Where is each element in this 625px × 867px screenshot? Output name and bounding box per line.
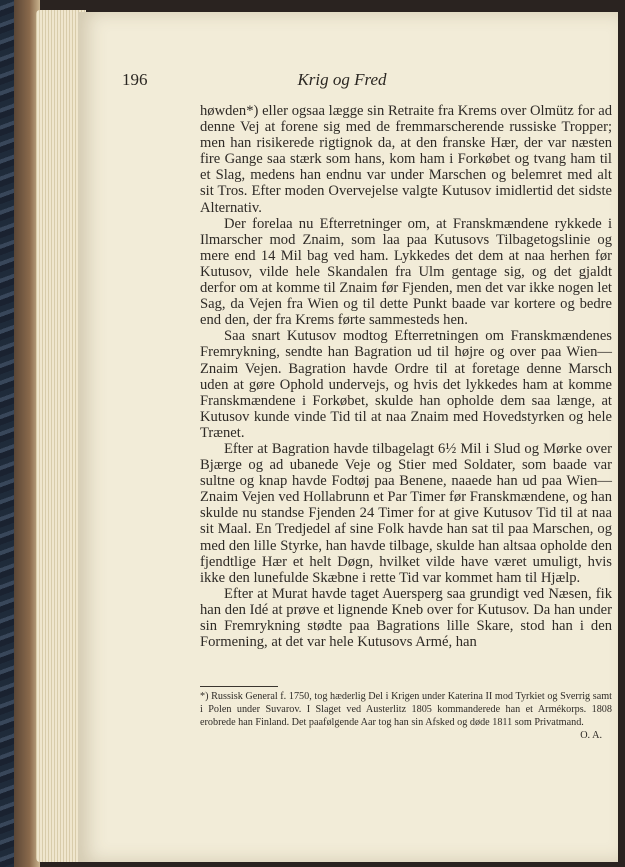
body-text [200, 103, 612, 650]
running-title: Krig og Fred [297, 70, 387, 89]
footnote-divider [200, 686, 278, 687]
footnote-text: *) Russisk General f. 1750, tog hæderlig Del i Krigen under Katerina II mod Tyrkiet og Sverrig samt i Polen under Suvarov. I Slaget ved Austerlitz 1805 kommanderede han et Armékorps. 1808 erobrede han Finland. Det paafølgende Aar tog han sin Afsked og døde 1811 som Privatmand. [200, 691, 612, 728]
paragraph: høwden*) eller ogsaa lægge sin Retraite fra Krems over Olmütz for ad denne Vej at forene sig med de fremmarscherende russiske Tropper; men han risikerede rigtignok da, at den franske Hær, der var næsten fire Gange saa stærk som hans, kom ham i Forkøbet og tvang ham til et Slag, medens han endnu var under Marschen og belemret med alt sit Tros. Efter moden Overvejelse valgte Kutusov imidlertid det sidste Alternativ. [200, 103, 612, 216]
paragraph: Efter at Murat havde taget Auersperg saa grundigt ved Næsen, fik han den Idé at prøve et lignende Kneb over for Kutusov. Da han under sin Fremrykning stødte paa Bagrations lille Skare, stod han i den Formening, at det var hele Kutusovs Armé, han [200, 585, 612, 651]
paragraph: Der forelaa nu Efterretninger om, at Franskmændene rykkede i Ilmarscher mod Znaim, som laa paa Kutusovs Tilbagetogslinie og mere end 14 Mil bag ved ham. Lykkedes det dem at naa herhen før Kutusov, vilde hele Skandalen fra Ulm gentage sig, og det gjaldt derfor om at komme til Znaim før Fjenden, men det var ikke nogen let Sag, da Vejen fra Wien og til dette Punkt baade var kortere og bedre end den, der fra Krems førte sammesteds hen. [200, 215, 612, 329]
page-number: 196 [122, 70, 148, 89]
paragraph: Saa snart Kutusov modtog Efterretningen om Franskmændenes Fremrykning, sendte han Bagration ud til højre og over paa Wien—Znaim Vejen. Bagration havde Ordre til at foretage denne Marsch uden at gøre Ophold undervejs, og hvis det lykkedes ham at komme Franskmændene i Forkøbet, skulde han opholde dem saa længe, at Kutusov kunde vinde Tid til at naa Znaim med Hovedstyrken og hele Trænet. [200, 328, 612, 441]
paragraph: Efter at Bagration havde tilbagelagt 6½ Mil i Slud og Mørke over Bjærge og ad ubanede Veje og Stier med Soldater, som baade var sultne og knap havde Fodtøj paa Benene, naaede han ud paa Wien—Znaim Vejen ved Hollabrunn et Par Timer før Franskmændene, og han skulde nu standse Fjenden 24 Timer for at give Kutusov Tid til at naa sit Maal. En Tredjedel af sine Folk havde han sat til paa Marschen, og med den lille Styrke, han havde tilbage, skulde han altsaa opholde den fjendtlige Hær et helt Døgn, hvilket vilde have været umuligt, hvis ikke den lunefulde Skæbne i rette Tid var kommet ham til Hjælp. [200, 440, 612, 586]
footnote-signature: O. A. [580, 730, 602, 741]
footnote [200, 690, 612, 742]
